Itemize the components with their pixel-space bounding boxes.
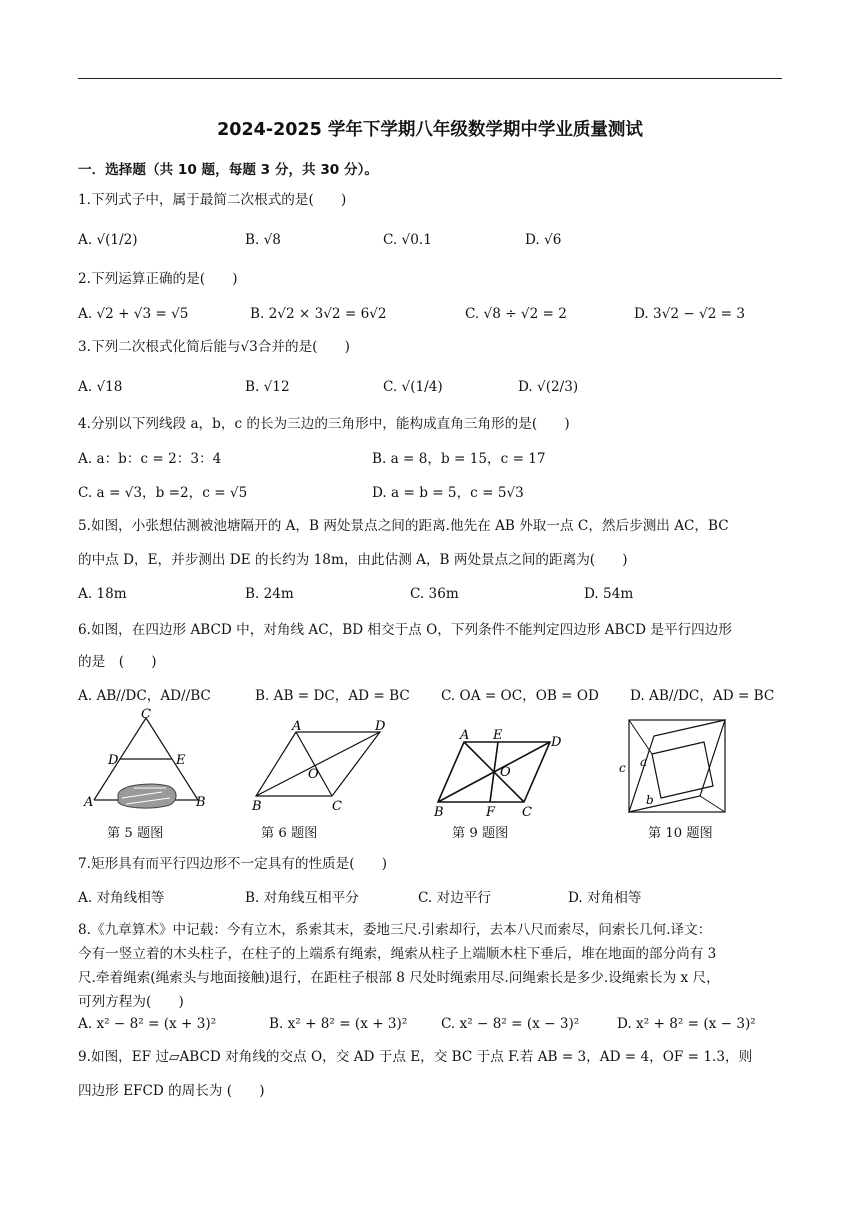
q6-option-d: D. AB//DC，AD = BC — [630, 688, 775, 704]
page-title: 2024-2025 学年下学期八年级数学期中学业质量测试 — [217, 120, 643, 140]
q3-option-a: A. √18 — [78, 379, 123, 395]
fig9-label-a: A — [460, 728, 470, 743]
q8-option-b: B. x² + 8² = (x + 3)² — [269, 1016, 408, 1032]
q6-option-c: C. OA = OC，OB = OD — [441, 688, 599, 704]
caption-fig5: 第 5 题图 — [107, 826, 164, 841]
fig9-label-e: E — [493, 728, 503, 743]
fig6-label-o: O — [308, 767, 319, 782]
question-7-stem: 7.矩形具有而平行四边形不一定具有的性质是( ) — [78, 856, 388, 872]
fig10-label-c: c — [619, 761, 626, 775]
fig9-label-c: C — [522, 805, 532, 818]
q5-option-b: B. 24m — [245, 586, 294, 602]
q4-option-a: A. a：b：c = 2：3：4 — [78, 451, 222, 467]
q1-option-a: A. √(1/2) — [78, 232, 138, 248]
q5-option-a: A. 18m — [78, 586, 127, 602]
fig9-label-o: O — [500, 765, 511, 780]
q7-option-c: C. 对边平行 — [418, 890, 491, 906]
q4-option-c: C. a = √3，b =2，c = √5 — [78, 485, 248, 501]
caption-fig10: 第 10 题图 — [648, 826, 713, 841]
question-6-stem: 6.如图，在四边形 ABCD 中，对角线 AC，BD 相交于点 O，下列条件不能判定四边形 ABCD 是平行四边形 — [78, 622, 732, 638]
header-rule — [78, 78, 782, 79]
question-6-stem-cont: 的是 ( ) — [78, 654, 157, 670]
question-5-stem: 5.如图，小张想估测被池塘隔开的 A，B 两处景点之间的距离.他先在 AB 外取一点 C，然后步测出 AC，BC — [78, 518, 729, 534]
question-3-stem: 3.下列二次根式化简后能与√3合并的是( ) — [78, 339, 350, 355]
q7-option-b: B. 对角线互相平分 — [245, 890, 359, 906]
q8-option-c: C. x² − 8² = (x − 3)² — [441, 1016, 580, 1032]
caption-fig9: 第 9 题图 — [452, 826, 509, 841]
q2-option-c: C. √8 ÷ √2 = 2 — [465, 306, 567, 322]
q3-option-b: B. √12 — [245, 379, 290, 395]
question-2-stem: 2.下列运算正确的是( ) — [78, 271, 238, 287]
q1-option-c: C. √0.1 — [383, 232, 432, 248]
fig10-label-b: b — [646, 793, 654, 807]
question-5-stem-cont: 的中点 D，E，并步测出 DE 的长约为 18m，由此估测 A，B 两处景点之间的距离为( ) — [78, 552, 628, 568]
fig6-label-b: B — [252, 799, 262, 812]
question-8-stem-2: 今有一竖立着的木头柱子，在柱子的上端系有绳索，绳索从柱子上端顺木柱下垂后，堆在地面的部分尚有 3 — [78, 946, 717, 962]
question-8-stem-4: 可列方程为( ) — [78, 994, 184, 1010]
figure-5-triangle — [82, 708, 212, 812]
fig9-label-d: D — [551, 735, 562, 750]
q2-option-a: A. √2 + √3 = √5 — [78, 306, 189, 322]
q3-option-c: C. √(1/4) — [383, 379, 443, 395]
question-9-stem-cont: 四边形 EFCD 的周长为 ( ) — [78, 1083, 265, 1099]
figure-6-parallelogram — [248, 718, 398, 812]
question-1-stem: 1.下列式子中，属于最简二次根式的是( ) — [78, 192, 347, 208]
fig9-label-f: F — [486, 805, 496, 818]
fig6-label-a: A — [292, 719, 302, 734]
fig5-label-c: C — [141, 708, 151, 722]
fig5-label-b: B — [196, 795, 206, 810]
caption-fig6: 第 6 题图 — [261, 826, 318, 841]
figure-10-square — [612, 712, 732, 816]
fig6-label-c: C — [332, 799, 342, 812]
q6-option-b: B. AB = DC，AD = BC — [255, 688, 410, 704]
q8-option-d: D. x² + 8² = (x − 3)² — [617, 1016, 756, 1032]
q2-option-d: D. 3√2 − √2 = 3 — [634, 306, 746, 322]
fig5-label-a: A — [84, 795, 94, 810]
question-9-stem: 9.如图，EF 过▱ABCD 对角线的交点 O，交 AD 于点 E，交 BC 于点 F.若 AB = 3，AD = 4，OF = 1.3，则 — [78, 1049, 753, 1065]
section-heading: 一．选择题（共 10 题，每题 3 分，共 30 分）。 — [78, 162, 378, 178]
q3-option-d: D. √(2/3) — [518, 379, 579, 395]
fig6-label-d: D — [375, 719, 386, 734]
q2-option-b: B. 2√2 × 3√2 = 6√2 — [250, 306, 387, 322]
q1-option-b: B. √8 — [245, 232, 281, 248]
fig5-label-d: D — [108, 753, 119, 768]
q7-option-a: A. 对角线相等 — [78, 890, 165, 906]
question-8-stem-3: 尺.牵着绳索(绳索头与地面接触)退行，在距柱子根部 8 尺处时绳索用尽.问绳索长是多少.设绳索长为 x 尺， — [78, 970, 720, 986]
q5-option-d: D. 54m — [584, 586, 634, 602]
q1-option-d: D. √6 — [525, 232, 562, 248]
fig5-label-e: E — [176, 753, 186, 768]
fig10-label-a: a — [640, 755, 648, 769]
question-4-stem: 4.分别以下列线段 a，b，c 的长为三边的三角形中，能构成直角三角形的是( ) — [78, 416, 570, 432]
q8-option-a: A. x² − 8² = (x + 3)² — [78, 1016, 217, 1032]
q4-option-b: B. a = 8，b = 15，c = 17 — [372, 451, 546, 467]
q6-option-a: A. AB//DC，AD//BC — [78, 688, 211, 704]
fig9-label-b: B — [434, 805, 444, 818]
question-8-stem: 8.《九章算术》中记载：今有立木，系索其末，委地三尺.引索却行，去本八尺而索尽，问索长几何.译文： — [78, 922, 712, 938]
q4-option-d: D. a = b = 5，c = 5√3 — [372, 485, 524, 501]
q5-option-c: C. 36m — [410, 586, 459, 602]
figure-9-parallelogram — [430, 724, 570, 818]
q7-option-d: D. 对角相等 — [568, 890, 642, 906]
